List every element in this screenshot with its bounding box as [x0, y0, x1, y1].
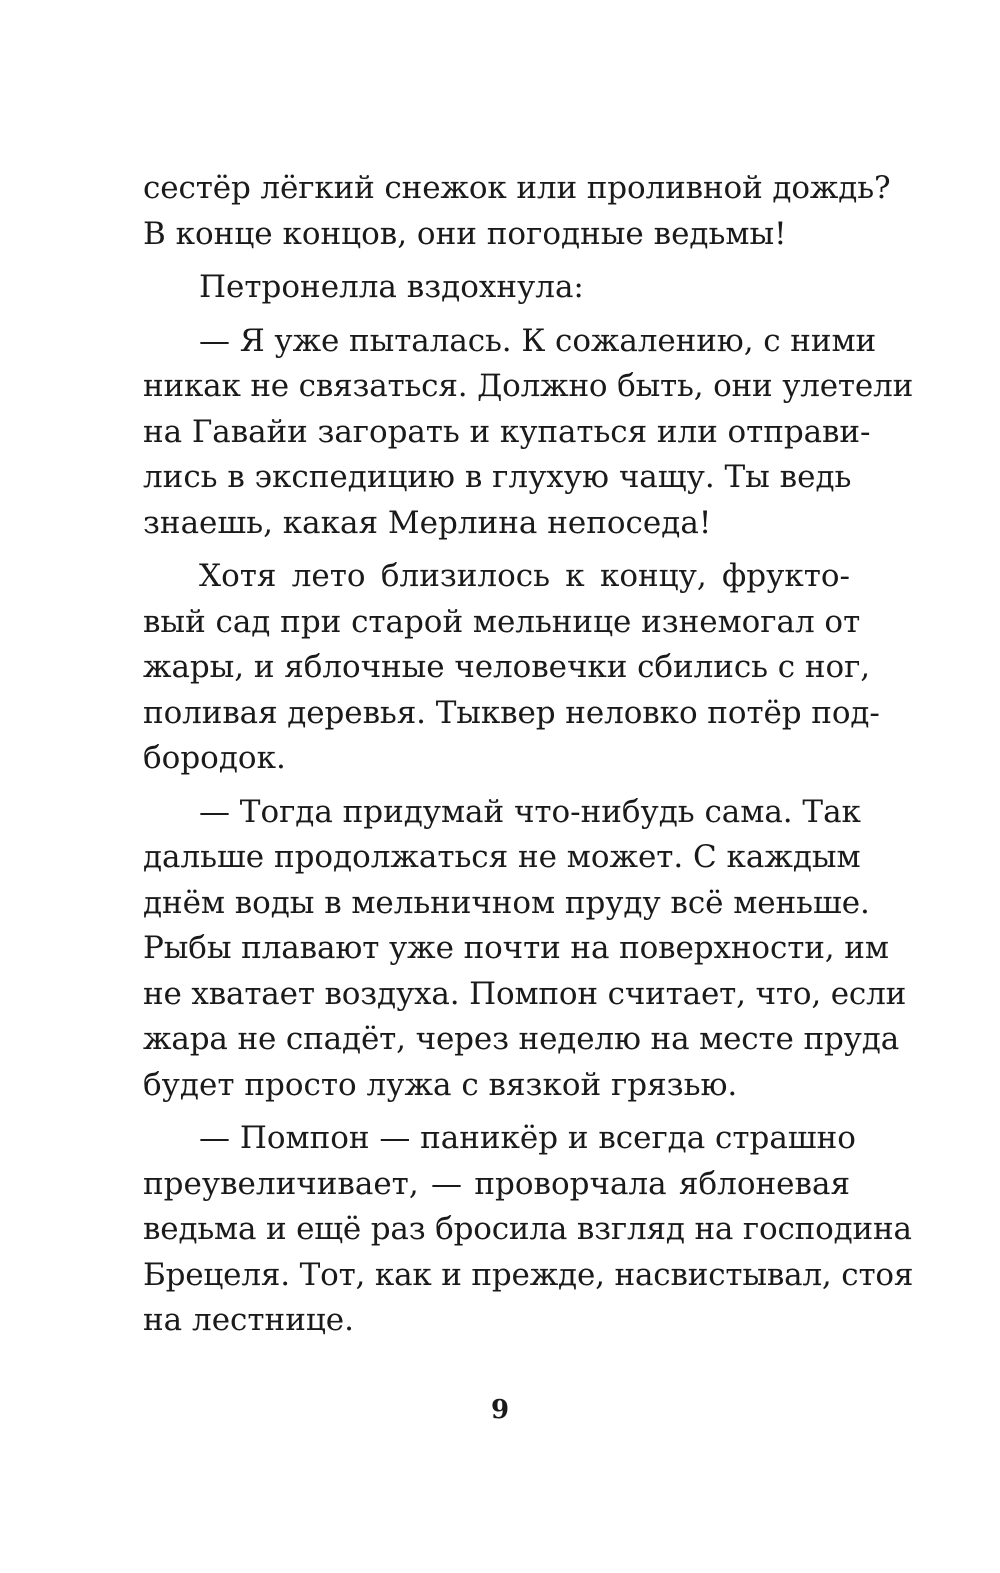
body-text [143, 166, 914, 1344]
text-line: сестёр лёгкий снежок или проливной дождь? [143, 170, 891, 206]
paragraph [143, 790, 907, 1109]
text-line: поливая деревья. Тыквер неловко потёр под- [143, 694, 880, 731]
text-line: ведьма и ещё раз бросила взгляд на господина [143, 1211, 912, 1247]
paragraph [143, 265, 850, 311]
text-line: бородок. [143, 740, 286, 776]
text-line: будет просто лужа с вязкой грязью. [143, 1066, 738, 1103]
paragraph-gap [143, 311, 850, 319]
paragraph-gap [143, 546, 850, 554]
text-line: на Гавайи загорать и купаться или отправи- [143, 413, 871, 450]
text-line: жары, и яблочные человечки сбились с ног, [143, 649, 871, 685]
text-line: — Я уже пыталась. К сожалению, с ними [199, 322, 877, 359]
paragraph [143, 166, 891, 257]
text-line: вый сад при старой мельнице изнемогал от [143, 603, 861, 640]
text-line: Брецеля. Тот, как и прежде, насвистывал, стоя [143, 1256, 914, 1293]
text-line: не хватает воздуха. Помпон считает, что, если [143, 975, 907, 1012]
page-number: 9 [490, 1395, 510, 1425]
text-line: на лестнице. [143, 1302, 355, 1338]
paragraph-gap [143, 257, 850, 265]
text-line: лись в экспедицию в глухую чащу. Ты ведь [143, 459, 852, 495]
text-line: никак не связаться. Должно быть, они улетели [143, 368, 914, 404]
paragraph [143, 554, 880, 782]
text-line: В конце концов, они погодные ведьмы! [143, 215, 787, 252]
text-line: Хотя лето близилось к концу, фрукто- [199, 558, 850, 594]
paragraph-gap [143, 782, 850, 790]
paragraph [143, 319, 914, 547]
text-line: преувеличивает, — проворчала яблоневая [143, 1165, 850, 1202]
text-line: дальше продолжаться не может. С каждым [143, 839, 861, 875]
text-line: Петронелла вздохнула: [199, 269, 584, 305]
text-line: днём воды в мельничном пруду всё меньше. [143, 884, 870, 921]
text-line: Рыбы плавают уже почти на поверхности, им [143, 930, 889, 966]
paragraph [143, 1116, 914, 1344]
text-line: знаешь, какая Мерлина непоседа! [143, 504, 712, 541]
text-line: — Помпон — паникёр и всегда страшно [199, 1120, 856, 1156]
text-line: жара не спадёт, через неделю на месте пруда [143, 1021, 900, 1057]
text-line: — Тогда придумай что-нибудь сама. Так [199, 793, 861, 830]
paragraph-gap [143, 1108, 850, 1116]
